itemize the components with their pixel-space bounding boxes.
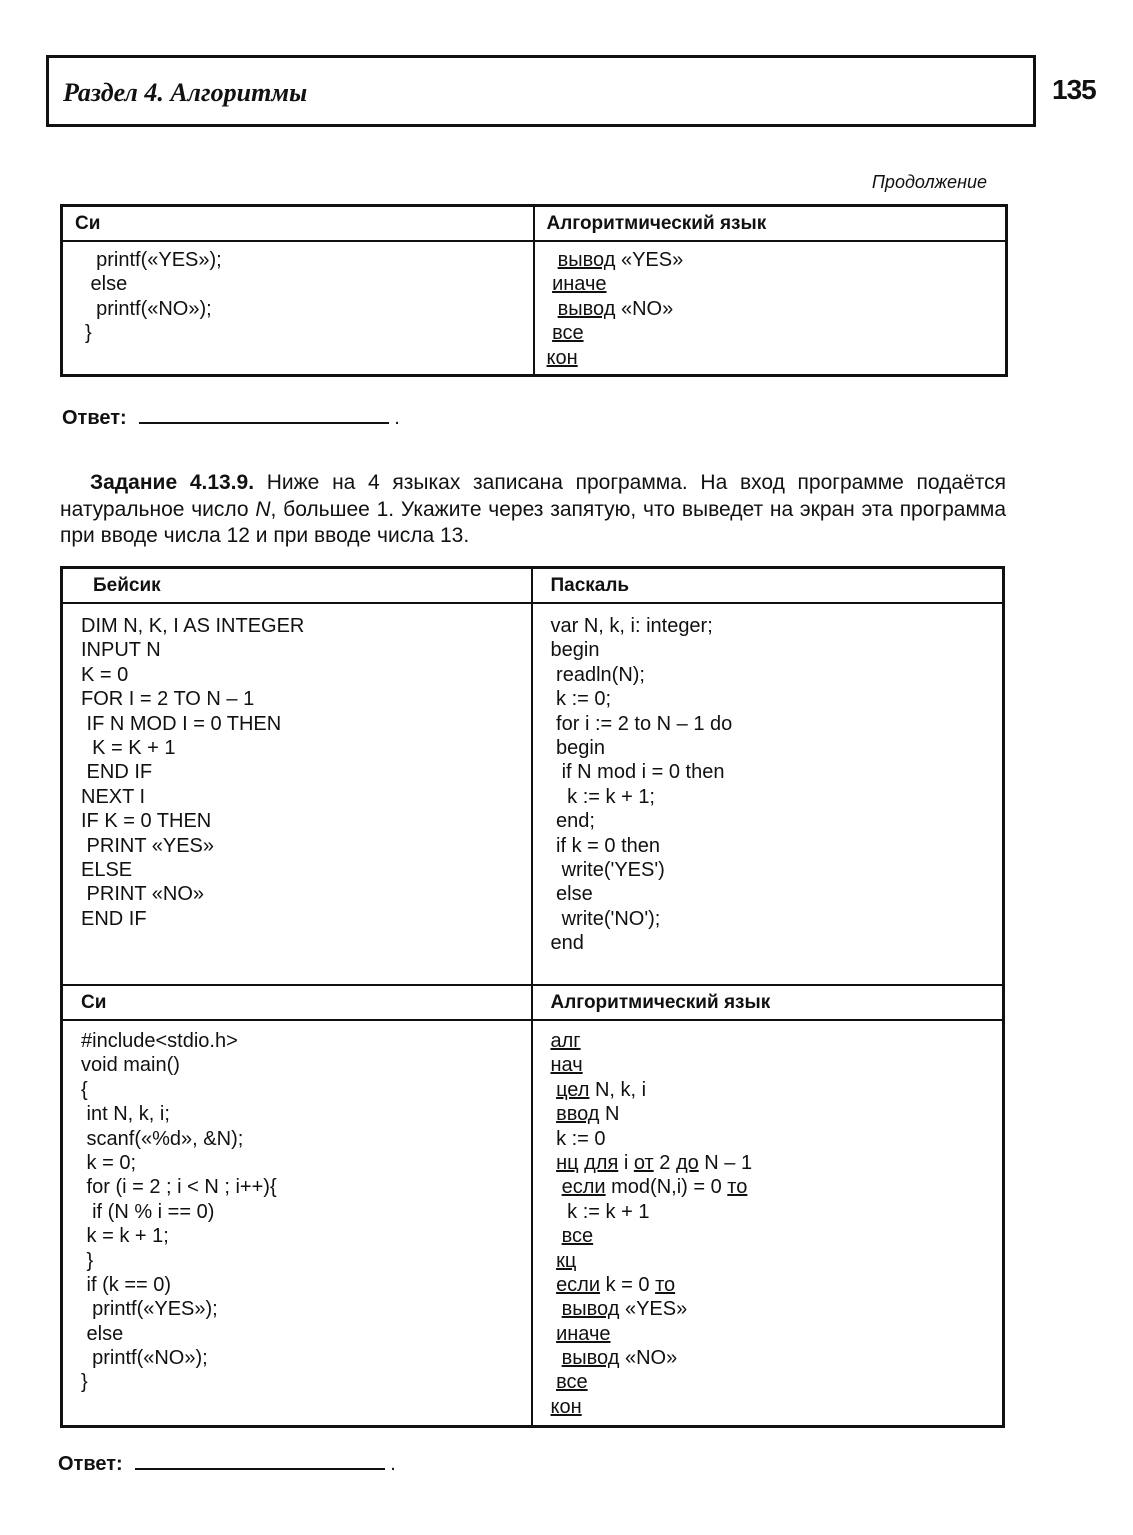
- keyword: вывод: [561, 1298, 620, 1321]
- keyword: все: [561, 1225, 594, 1248]
- code-text: [551, 1225, 562, 1247]
- program-code-table: [60, 566, 1005, 1428]
- code-line: INPUT N: [81, 639, 161, 662]
- keyword: вывод: [557, 297, 616, 320]
- page-number: 135: [1052, 74, 1096, 105]
- table-header-basic: Бейсик: [62, 568, 532, 604]
- table-header-alg: Алгоритмический язык: [534, 206, 1007, 242]
- keyword: кон: [550, 1395, 582, 1418]
- answer-line-2: [58, 1450, 396, 1476]
- keyword: если: [561, 1176, 606, 1199]
- code-line: [551, 1053, 1003, 1077]
- keyword: цел: [556, 1078, 590, 1101]
- code-line: k = k + 1;: [81, 1225, 169, 1248]
- code-line: k := 0;: [550, 688, 612, 711]
- alg-code-cell: [534, 241, 1007, 375]
- code-text: «NO»: [615, 297, 674, 320]
- code-line: write('NO');: [550, 907, 661, 930]
- task-number: Задание 4.13.9.: [90, 471, 255, 494]
- keyword: иначе: [556, 1322, 611, 1345]
- keyword: все: [552, 322, 584, 345]
- basic-code-cell: [62, 603, 532, 985]
- keyword: то: [655, 1273, 676, 1296]
- answer-dot-2: .: [390, 1453, 396, 1475]
- keyword: нач: [550, 1054, 583, 1077]
- code-line: [551, 1078, 1003, 1102]
- code-line: #include<stdio.h>: [81, 1030, 238, 1052]
- task-text-2: , большее 1. Укажите через запятую, что выведет на экран эта программа при вводе числа 12 и при вводе числа 13.: [60, 497, 1006, 547]
- code-text: «NO»: [619, 1347, 678, 1370]
- code-line: END IF: [81, 761, 153, 784]
- code-line: int N, k, i;: [81, 1103, 170, 1126]
- task-statement: [60, 470, 1006, 550]
- code-text: N – 1: [698, 1151, 753, 1174]
- task-variable: N: [255, 497, 271, 521]
- answer-blank-2[interactable]: [135, 1450, 385, 1470]
- continuation-label: Продолжение: [871, 172, 987, 192]
- code-line: [547, 346, 1006, 370]
- keyword: кц: [556, 1249, 577, 1272]
- code-line: if (N % i == 0): [81, 1200, 215, 1223]
- code-text: «YES»: [615, 249, 684, 271]
- code-line: IF K = 0 THEN: [81, 810, 212, 833]
- code-text: k := k + 1: [567, 1200, 650, 1223]
- code-line: K = 0: [81, 663, 129, 686]
- code-text: k := 0: [556, 1127, 606, 1150]
- code-line: PRINT «NO»: [81, 883, 204, 906]
- keyword: до: [675, 1151, 699, 1174]
- code-line: NEXT I: [81, 785, 146, 808]
- code-line: }: [81, 1249, 94, 1272]
- code-line: end: [550, 932, 584, 955]
- code-line: }: [81, 1371, 88, 1394]
- code-text: N, k, i: [589, 1078, 647, 1101]
- code-text: [551, 1347, 562, 1369]
- code-text: [551, 1201, 568, 1223]
- code-line: printf(«YES»);: [81, 1298, 218, 1321]
- code-line: [551, 1249, 1003, 1273]
- keyword: если: [556, 1273, 601, 1296]
- answer-line-1: [62, 404, 400, 430]
- code-text: N: [599, 1103, 620, 1126]
- code-line: void main(): [81, 1054, 180, 1077]
- code-text: i: [618, 1151, 634, 1174]
- continued-code-table: [60, 204, 1008, 377]
- code-line: begin: [550, 736, 605, 759]
- code-line: var N, k, i: integer;: [550, 615, 713, 637]
- code-line: for (i = 2 ; i < N ; i++){: [81, 1176, 277, 1199]
- code-line: [547, 321, 1006, 345]
- code-text: k = 0: [600, 1273, 656, 1296]
- code-line: [551, 1102, 1003, 1126]
- code-line: [547, 248, 1006, 272]
- code-line: [551, 1322, 1003, 1346]
- answer-blank[interactable]: [139, 404, 389, 424]
- code-text: [551, 1176, 562, 1198]
- keyword: от: [633, 1151, 654, 1174]
- code-line: [551, 1395, 1003, 1419]
- answer-label-2: Ответ:: [58, 1453, 123, 1475]
- code-line: [551, 1346, 1003, 1370]
- code-line: [551, 1297, 1003, 1321]
- code-text: 2: [653, 1151, 676, 1174]
- code-line: FOR I = 2 TO N – 1: [81, 688, 255, 711]
- table-header-pascal: Паскаль: [532, 568, 1004, 604]
- code-line: else: [550, 883, 593, 906]
- code-text: [547, 298, 558, 320]
- code-line: DIM N, K, I AS INTEGER: [81, 615, 305, 637]
- answer-dot: .: [394, 407, 400, 429]
- code-line: printf(«NO»);: [85, 297, 212, 320]
- code-line: [551, 1151, 1003, 1175]
- c-code-cell: [62, 241, 534, 375]
- code-line: for i := 2 to N – 1 do: [550, 712, 733, 735]
- pascal-code-cell: [532, 603, 1004, 985]
- code-line: if (k == 0): [81, 1273, 172, 1296]
- code-line: [547, 272, 1006, 296]
- code-text: «YES»: [619, 1298, 688, 1321]
- code-line: [551, 1175, 1003, 1199]
- keyword: вывод: [557, 249, 616, 271]
- keyword: то: [727, 1176, 748, 1199]
- code-line: }: [85, 322, 92, 345]
- code-line: if k = 0 then: [550, 834, 661, 857]
- code-line: K = K + 1: [81, 736, 176, 759]
- code-line: k = 0;: [81, 1151, 137, 1174]
- code-line: readln(N);: [550, 663, 645, 686]
- code-line: [551, 1224, 1003, 1248]
- code-line: printf(«NO»);: [81, 1347, 208, 1370]
- section-header: [46, 55, 1036, 127]
- code-line: IF N MOD I = 0 THEN: [81, 712, 282, 735]
- section-title: Раздел 4. Алгоритмы: [63, 78, 308, 107]
- code-line: [547, 297, 1006, 321]
- code-text: mod(N,i) = 0: [605, 1176, 728, 1199]
- table-header-c2: Си: [62, 985, 532, 1020]
- alg2-code-cell: [532, 1020, 1004, 1427]
- code-line: [551, 1200, 1003, 1224]
- code-line: else: [85, 273, 128, 296]
- task-text-1: Ниже на 4 языках записана программа. На вход программе подаётся натуральное число: [60, 471, 1007, 521]
- table-header-alg2: Алгоритмический язык: [532, 985, 1004, 1020]
- code-line: END IF: [81, 907, 147, 930]
- code-line: scanf(«%d», &N);: [81, 1127, 244, 1150]
- c2-code-cell: [62, 1020, 532, 1427]
- code-text: [551, 1298, 562, 1320]
- code-line: write('YES'): [550, 858, 665, 881]
- keyword: кон: [546, 346, 578, 369]
- code-line: {: [81, 1078, 88, 1101]
- code-line: k := k + 1;: [550, 785, 655, 808]
- code-line: if N mod i = 0 then: [550, 761, 725, 784]
- keyword: иначе: [552, 273, 607, 296]
- keyword: ввод: [556, 1103, 600, 1126]
- code-line: [551, 1029, 1003, 1053]
- code-line: begin: [550, 639, 600, 662]
- code-line: PRINT «YES»: [81, 834, 215, 857]
- code-line: else: [81, 1322, 124, 1345]
- answer-label: Ответ:: [62, 407, 127, 429]
- code-text: [547, 249, 558, 271]
- code-line: [551, 1127, 1003, 1151]
- keyword: вывод: [561, 1347, 620, 1370]
- code-line: printf(«YES»);: [85, 249, 222, 271]
- code-line: ELSE: [81, 858, 133, 881]
- keyword: все: [556, 1371, 588, 1394]
- code-line: [551, 1273, 1003, 1297]
- keyword: алг: [550, 1030, 581, 1052]
- code-line: end;: [550, 810, 595, 833]
- table-header-c: Си: [62, 206, 534, 242]
- code-line: [551, 1370, 1003, 1394]
- keyword: нц для: [556, 1151, 619, 1174]
